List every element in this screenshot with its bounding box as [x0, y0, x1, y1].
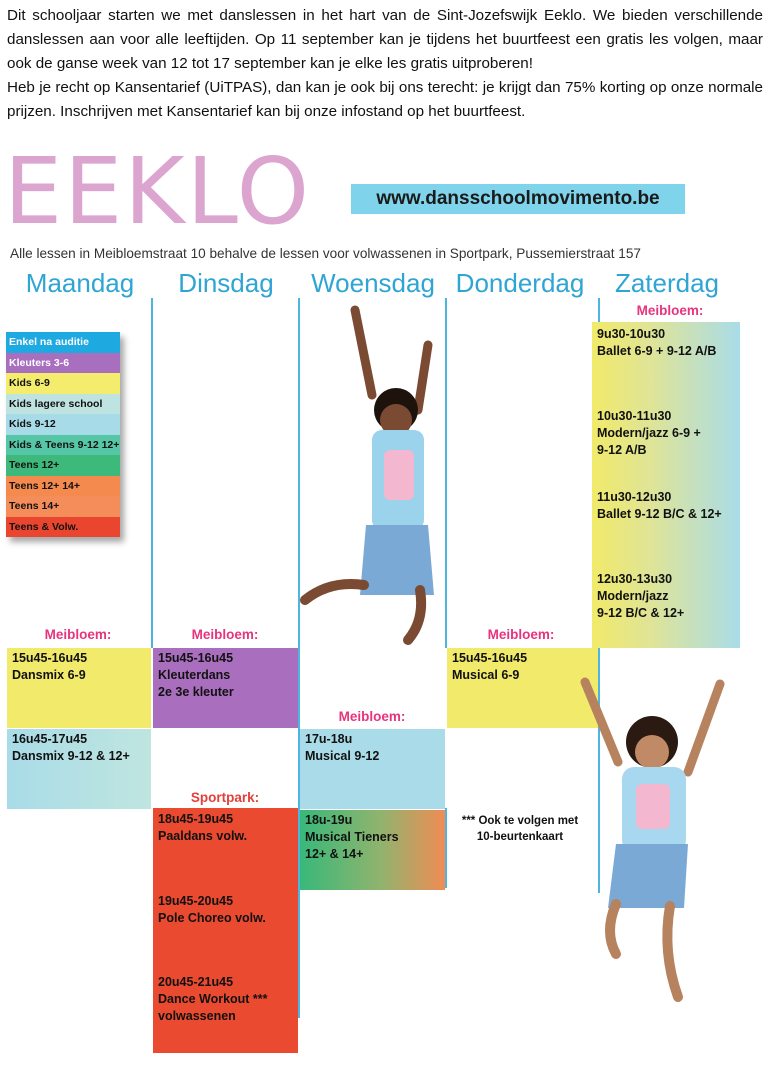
class-name: Dansmix 6-9 — [12, 668, 86, 682]
column-divider — [151, 298, 153, 648]
day-header-donderdag: Donderdag — [455, 268, 585, 298]
class-time: 18u-19u — [305, 813, 353, 827]
class-time: 11u30-12u30 — [597, 490, 672, 504]
location-label-dinsdag: Meibloem: — [191, 627, 259, 642]
location-label-zaterdag: Meibloem: — [636, 303, 704, 318]
class-block-modern-jazz-6-9 — [592, 406, 740, 461]
eeklo-logo: EEKLO — [4, 138, 311, 245]
class-time: 15u45-16u45 — [158, 651, 234, 665]
locations-subtitle: Alle lessen in Meibloemstraat 10 behalve de lessen voor volwassenen in Sportpark, Pussemierstraat 157 — [10, 246, 641, 261]
class-name: Pole Choreo volw. — [158, 911, 266, 925]
class-time: 10u30-11u30 — [597, 409, 672, 423]
class-name: Kleuterdans — [158, 668, 231, 682]
class-extra: volwassenen — [158, 1009, 236, 1023]
legend-item: Kleuters 3-6 — [6, 353, 120, 374]
legend-item: Teens 12+ 14+ — [6, 476, 120, 497]
class-time: 9u30-10u30 — [597, 327, 666, 341]
jumping-girl-photo-2 — [570, 672, 738, 1017]
ten-lesson-card-note — [452, 813, 588, 845]
jumping-girl-photo — [300, 300, 448, 650]
class-time: 16u45-17u45 — [12, 732, 88, 746]
column-divider — [445, 808, 447, 888]
class-time: 15u45-16u45 — [12, 651, 88, 665]
dancer-figure — [585, 682, 720, 997]
age-legend — [6, 332, 120, 537]
class-block-kleuterdans — [153, 648, 298, 728]
note-line-1: *** Ook te volgen met — [461, 815, 579, 827]
website-link[interactable]: www.dansschoolmovimento.be — [351, 184, 685, 214]
day-header-zaterdag: Zaterdag — [614, 268, 720, 298]
day-header-woensdag: Woensdag — [311, 268, 435, 298]
class-time: 17u-18u — [305, 732, 353, 746]
class-block-dansmix-6-9 — [7, 648, 151, 728]
legend-item: Teens 14+ — [6, 496, 120, 517]
class-block-dansmix-9-12 — [7, 729, 151, 809]
location-label-sportpark: Sportpark: — [190, 790, 260, 805]
note-line-2: 10-beurtenkaart — [476, 831, 564, 843]
class-time: 20u45-21u45 — [158, 975, 234, 989]
class-block-ballet-9-12 — [592, 487, 740, 525]
location-label-woensdag: Meibloem: — [338, 709, 406, 724]
class-extra: 12+ & 14+ — [305, 847, 364, 861]
legend-item: Teens & Volw. — [6, 517, 120, 538]
class-block-dance-workout — [153, 972, 298, 1027]
class-block-pole-choreo — [153, 891, 298, 929]
class-block-ballet-6-9 — [592, 324, 740, 362]
location-label-donderdag: Meibloem: — [487, 627, 555, 642]
class-extra: 9-12 A/B — [597, 443, 647, 457]
intro-paragraph-2: Heb je recht op Kansentarief (UiTPAS), dan kan je ook bij ons terecht: je krijgt dan 75% korting op onze normale prijzen. Inschrijven met Kansentarief kan bij onze infostand op het buurtfeest. — [7, 79, 763, 120]
class-name: Dansmix 9-12 & 12+ — [12, 749, 130, 763]
class-name: Ballet 9-12 B/C & 12+ — [597, 507, 722, 521]
legend-item: Enkel na auditie — [6, 332, 120, 353]
class-extra: 9-12 B/C & 12+ — [597, 606, 685, 620]
class-block-musical-tieners — [300, 810, 445, 890]
class-extra: 2e 3e kleuter — [158, 685, 234, 699]
day-header-dinsdag: Dinsdag — [178, 268, 274, 298]
class-name: Modern/jazz 6-9 + — [597, 426, 701, 440]
day-header-maandag: Maandag — [25, 268, 135, 298]
class-time: 12u30-13u30 — [597, 572, 673, 586]
location-label-maandag: Meibloem: — [44, 627, 112, 642]
class-name: Paaldans volw. — [158, 829, 248, 843]
class-block-paaldans — [153, 809, 298, 847]
legend-item: Kids lagere school — [6, 394, 120, 415]
class-time: 19u45-20u45 — [158, 894, 234, 908]
class-time: 15u45-16u45 — [452, 651, 528, 665]
class-name: Musical 9-12 — [305, 749, 380, 763]
class-block-musical-9-12 — [300, 729, 445, 809]
class-block-modern-jazz-9-12 — [592, 569, 740, 624]
class-name: Dance Workout *** — [158, 992, 268, 1006]
class-name: Musical Tieners — [305, 830, 399, 844]
dancer-figure — [305, 310, 434, 640]
class-name: Modern/jazz — [597, 589, 669, 603]
class-name: Musical 6-9 — [452, 668, 520, 682]
intro-paragraph-1: Dit schooljaar starten we met danslessen in het hart van de Sint-Jozefswijk Eeklo. We bieden verschillende danslessen aan voor alle leeftijden. Op 11 september kan je tijdens het buurtfeest een gratis les volgen, maar ook de ganse week van 12 tot 17 september kan je elke les gratis uitproberen! — [7, 7, 763, 72]
legend-item: Teens 12+ — [6, 455, 120, 476]
legend-item: Kids 9-12 — [6, 414, 120, 435]
class-name: Ballet 6-9 + 9-12 A/B — [597, 344, 717, 358]
class-time: 18u45-19u45 — [158, 812, 234, 826]
legend-item: Kids 6-9 — [6, 373, 120, 394]
intro-text — [7, 4, 763, 124]
legend-item: Kids & Teens 9-12 12+ — [6, 435, 120, 456]
